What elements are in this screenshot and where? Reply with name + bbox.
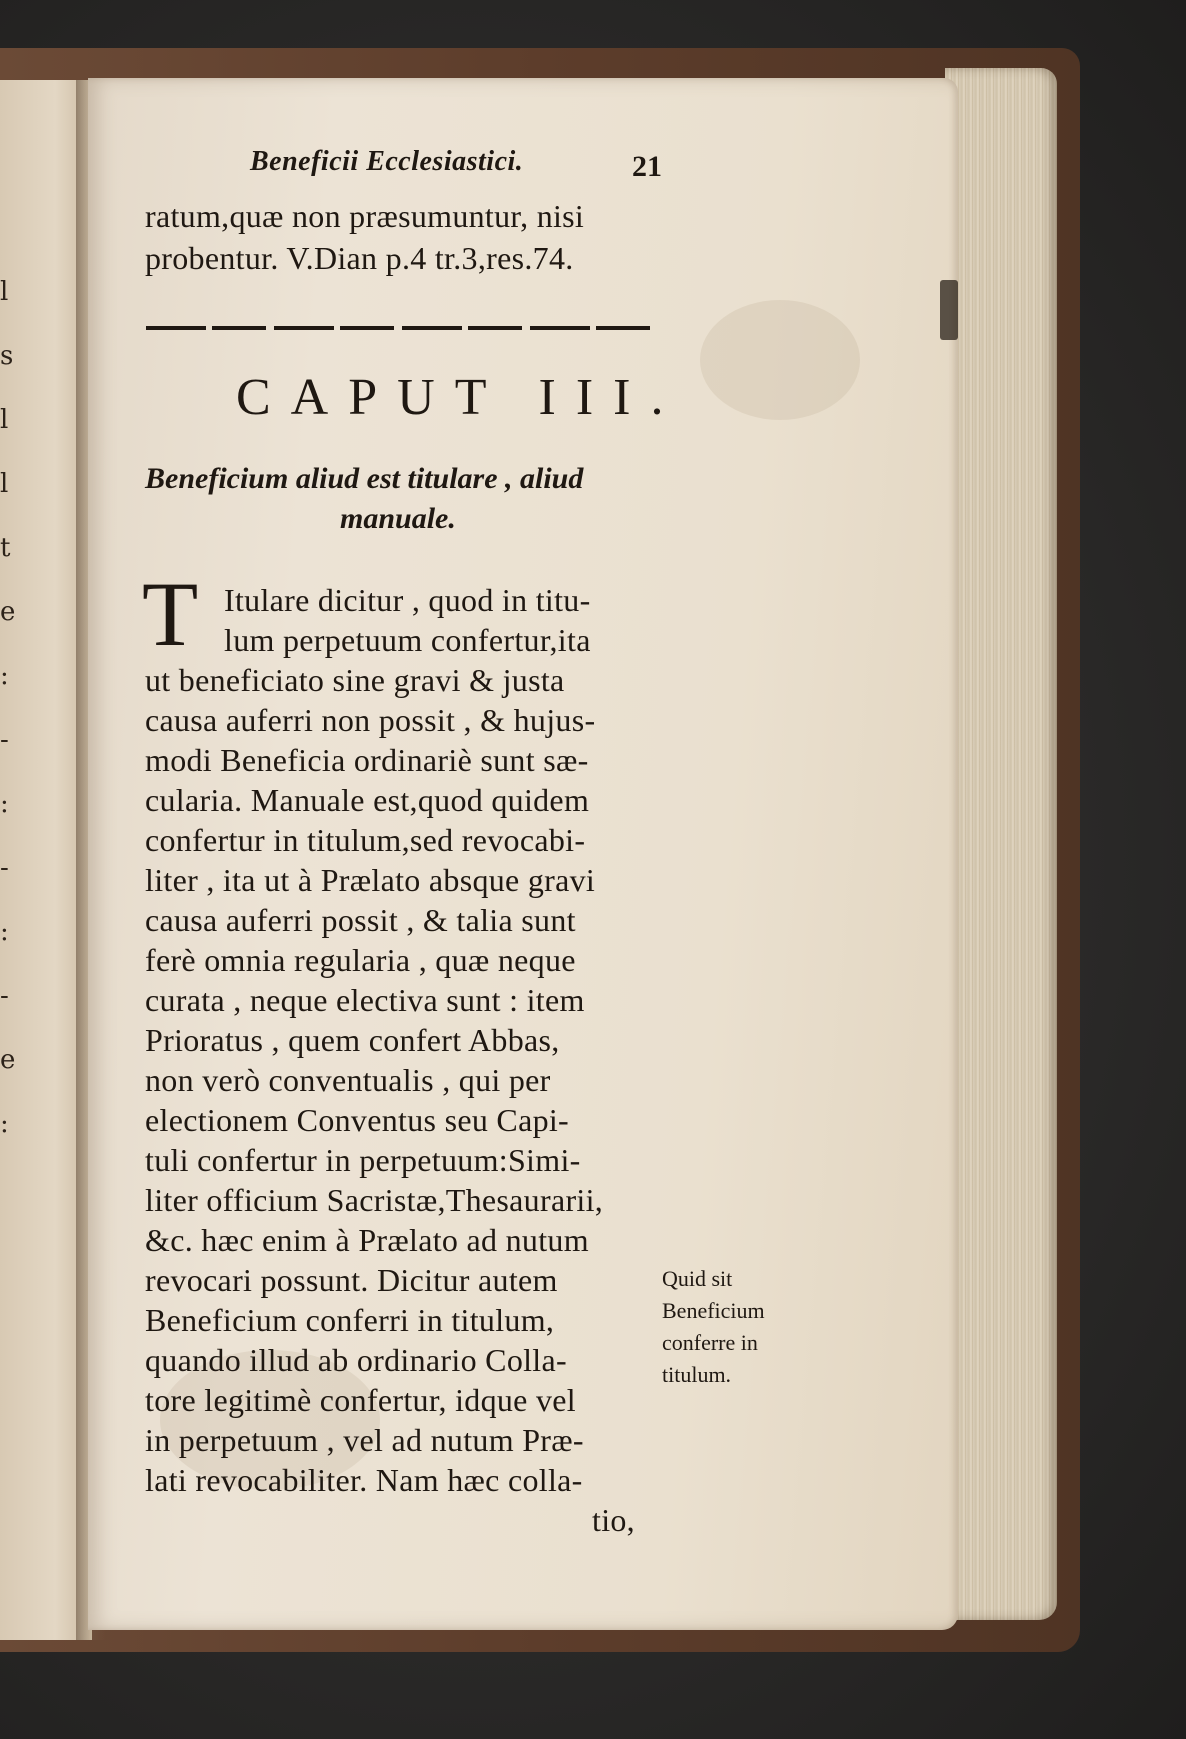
text-line: Itulare dicitur , quod in titu- [224, 582, 591, 618]
text-line: Prioratus , quem confert Abbas, [145, 1022, 560, 1058]
text-line: tore legitimè confertur, idque vel [145, 1382, 576, 1418]
text-line: causa auferri non possit , & hujus- [145, 702, 596, 738]
decorative-rule [146, 326, 652, 330]
page-block-edge [945, 68, 1057, 1620]
margin-note-line: titulum. [662, 1362, 732, 1387]
catchword: tio, [592, 1502, 635, 1538]
text-line: tuli confertur in perpetuum:Simi- [145, 1142, 581, 1178]
paper-stain [700, 300, 860, 420]
running-head: Beneficii Ecclesiastici. [250, 146, 524, 177]
text-line: lum perpetuum confertur,ita [224, 622, 591, 658]
text-line: liter officium Sacristæ,Thesaurarii, [145, 1182, 604, 1218]
margin-note-line: Beneficium [662, 1298, 765, 1323]
text-line: ferè omnia regularia , quæ neque [145, 942, 576, 978]
text-line: cularia. Manuale est,quod quidem [145, 782, 590, 818]
text-line: probentur. V.Dian p.4 tr.3,res.74. [145, 240, 574, 276]
chapter-title: CAPUT III. [236, 369, 684, 426]
text-line: in perpetuum , vel ad nutum Præ- [145, 1422, 584, 1458]
chapter-subtitle: manuale. [340, 502, 456, 535]
text-line: liter , ita ut à Prælato absque gravi [145, 862, 596, 898]
drop-cap: T [142, 563, 199, 665]
text-line: non verò conventualis , qui per [145, 1062, 551, 1098]
text-line: electionem Conventus seu Capi- [145, 1102, 570, 1138]
text-line: ut beneficiato sine gravi & justa [145, 662, 565, 698]
margin-note-line: Quid sit [662, 1266, 733, 1291]
text-line: ratum,quæ non præsumuntur, nisi [145, 198, 585, 234]
text-line: causa auferri possit , & talia sunt [145, 902, 576, 938]
text-line: Beneficium conferri in titulum, [145, 1302, 555, 1338]
text-line: lati revocabiliter. Nam hæc colla- [145, 1462, 583, 1498]
page-number: 21 [632, 150, 662, 183]
text-line: revocari possunt. Dicitur autem [145, 1262, 558, 1298]
text-line: modi Beneficia ordinariè sunt sæ- [145, 742, 589, 778]
text-line: confertur in titulum,sed revocabi- [145, 822, 586, 858]
margin-note-line: conferre in [662, 1330, 758, 1355]
chapter-subtitle: Beneficium aliud est titulare , aliud [145, 462, 584, 495]
text-line: curata , neque electiva sunt : item [145, 982, 585, 1018]
left-page-text-fragment: l s l l t e : - : - : - e : [0, 277, 16, 1139]
text-line: &c. hæc enim à Prælato ad nutum [145, 1222, 589, 1258]
text-line: quando illud ab ordinario Colla- [145, 1342, 567, 1378]
page-edge-mark [940, 280, 958, 340]
